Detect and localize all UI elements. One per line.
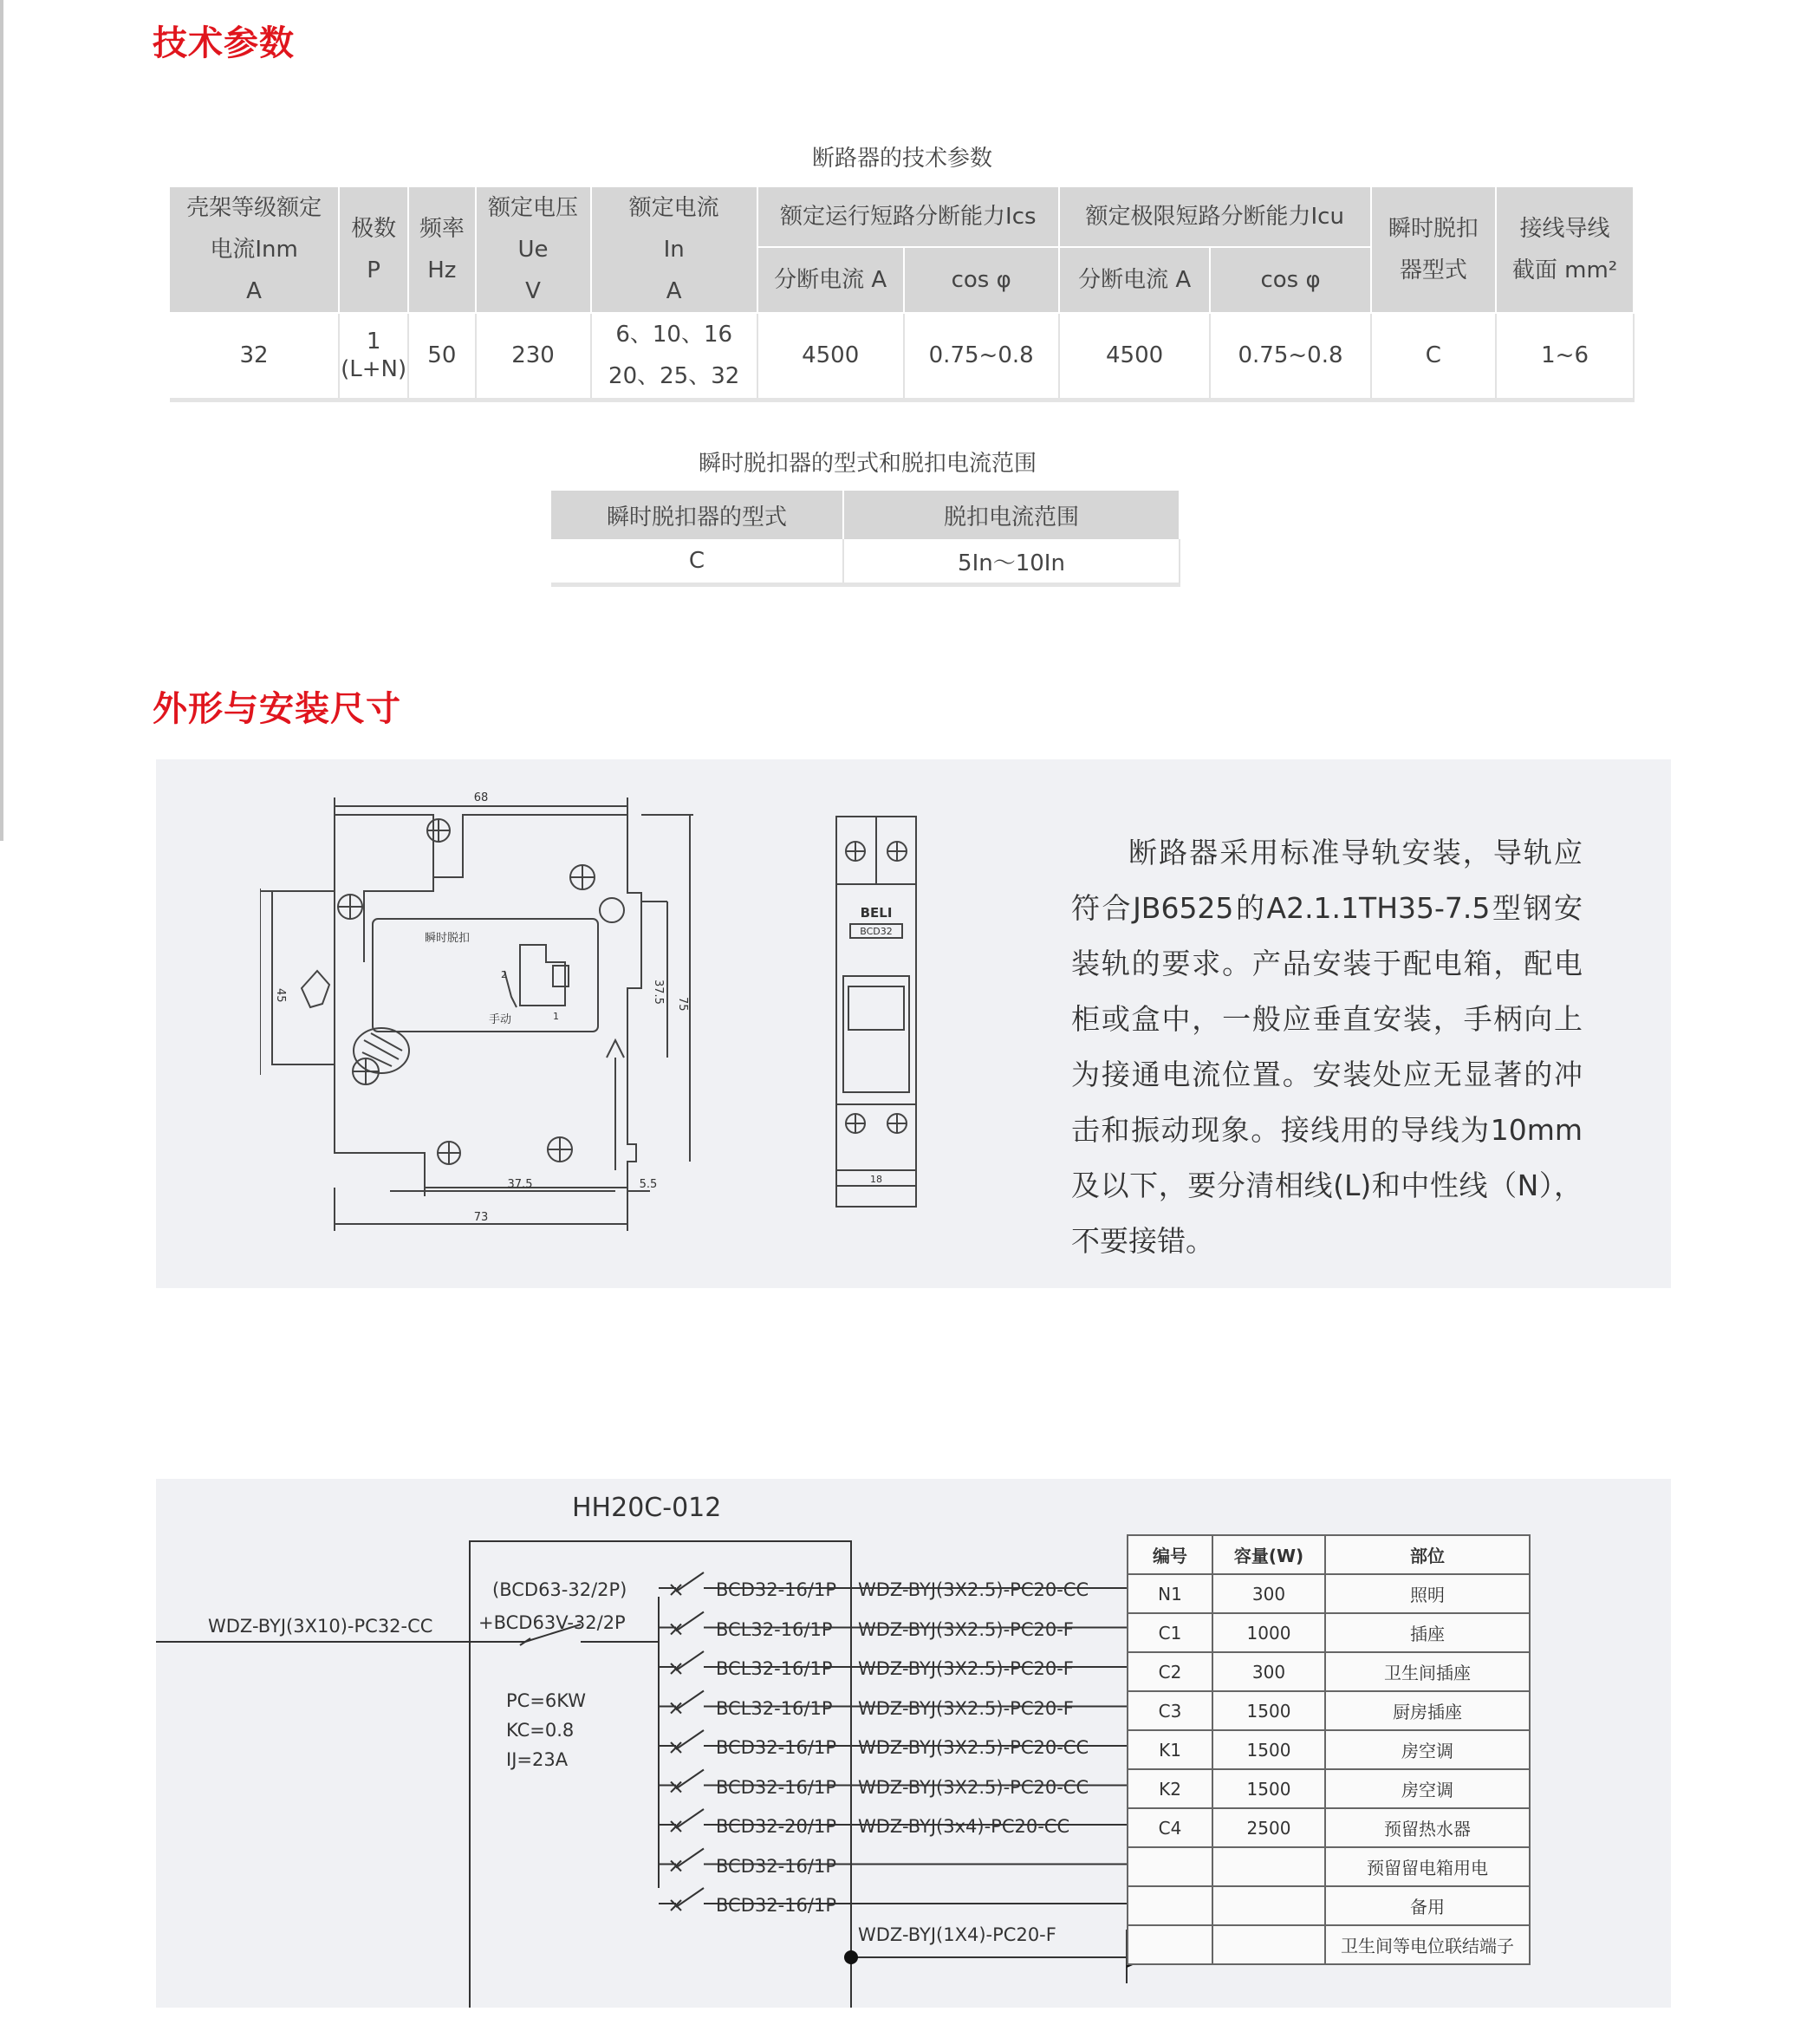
cell-frame-current: 32: [170, 313, 339, 400]
load-cell-location: 卫生间等电位联结端子: [1325, 1925, 1530, 1964]
branch-breaker-label: BCD32-16/1P: [716, 1776, 836, 1798]
branch-switch-stroke: [676, 1770, 704, 1789]
left-edge-rule: [0, 0, 3, 841]
load-cell-id: K2: [1128, 1769, 1212, 1808]
load-cell-id: [1128, 1847, 1212, 1886]
trip-cell-type: C: [551, 539, 843, 585]
load-row: [1128, 1730, 1530, 1769]
front-brand: BELI: [860, 905, 893, 921]
load-cell-location: 卫生间插座: [1325, 1652, 1530, 1691]
branch-breaker-label: BCD32-20/1P: [716, 1816, 836, 1837]
cell-freq: 50: [408, 313, 475, 400]
param-pc: PC=6KW: [506, 1690, 587, 1711]
label-manual: 手动: [489, 1013, 512, 1026]
load-cell-location: 预留热水器: [1325, 1808, 1530, 1847]
hdr-current: 额定电流 In A: [591, 187, 757, 313]
branch-cable-label: WDZ-BYJ(3X2.5)-PC20-CC: [858, 1776, 1089, 1798]
load-cell-capacity: [1212, 1847, 1325, 1886]
load-hdr-location: 部位: [1325, 1535, 1530, 1574]
hdr-icu-cos: cos φ: [1210, 247, 1370, 313]
load-row: [1128, 1808, 1530, 1847]
cell-voltage: 230: [476, 313, 591, 400]
dim-37-5-v: 37.5: [652, 980, 665, 1005]
load-row: [1128, 1769, 1530, 1808]
hdr-icu: 额定极限短路分断能力Icu: [1059, 187, 1371, 247]
front-model: BCD32: [860, 926, 893, 937]
load-cell-id: N1: [1128, 1574, 1212, 1613]
branch-breaker-label: BCL32-16/1P: [716, 1658, 833, 1679]
load-cell-capacity: 1500: [1212, 1691, 1325, 1730]
load-cell-id: C2: [1128, 1652, 1212, 1691]
branch-cable-label: WDZ-BYJ(3X2.5)-PC20-CC: [858, 1737, 1089, 1758]
branch-switch-stroke: [676, 1849, 704, 1868]
load-cell-location: 厨房插座: [1325, 1691, 1530, 1730]
branch-switch-stroke: [676, 1691, 704, 1710]
front-view-drawing: [828, 806, 923, 1214]
load-table: [1127, 1534, 1531, 1965]
load-cell-location: 备用: [1325, 1886, 1530, 1925]
cell-current: 6、10、16 20、25、32: [591, 313, 757, 400]
cell-ics-cos: 0.75~0.8: [904, 313, 1059, 400]
spec-table-caption: 断路器的技术参数: [811, 146, 992, 172]
hdr-poles: 极数 P: [339, 187, 408, 313]
installation-description: 断路器采用标准导轨安装，导轨应符合JB6525的A2.1.1TH35-7.5型钢安装轨的要求。产品安装于配电箱，配电柜或盒中，一般应垂直安装，手柄向上为接通电流位置。安装处应无显著的冲击和振动现象。接线用的导线为10mm 及以下，要分清相线(L)和中性线（N），不要接错。: [1071, 836, 1583, 1258]
load-cell-capacity: 1000: [1212, 1613, 1325, 1652]
branch-cable-label: WDZ-BYJ(3X2.5)-PC20-F: [858, 1697, 1074, 1719]
label-n2: 2: [501, 969, 507, 980]
load-cell-location: 房空调: [1325, 1730, 1530, 1769]
hdr-wire: 接线导线 截面 mm²: [1496, 187, 1634, 313]
label-n1: 1: [553, 1011, 559, 1022]
dim-37-5: 37.5: [507, 1178, 533, 1191]
ground-node: [844, 1950, 858, 1964]
dim-73: 73: [473, 1211, 489, 1224]
section-heading-dimensions: 外形与安装尺寸: [153, 689, 401, 729]
load-cell-id: C3: [1128, 1691, 1212, 1730]
load-cell-id: C4: [1128, 1808, 1212, 1847]
dim-45: 45: [274, 988, 287, 1003]
param-ij: IJ=23A: [506, 1749, 569, 1770]
cell-wire: 1~6: [1496, 313, 1634, 400]
dim-5-5: 5.5: [639, 1178, 658, 1191]
load-cell-id: K1: [1128, 1730, 1212, 1769]
circuit-title: HH20C-012: [572, 1493, 722, 1523]
ground-cable-label: WDZ-BYJ(1X4)-PC20-F: [858, 1924, 1056, 1945]
main-breaker-label-1: (BCD63-32/2P): [492, 1579, 627, 1600]
hdr-icu-current: 分断电流 A: [1059, 247, 1211, 313]
branch-cable-label: WDZ-BYJ(3X2.5)-PC20-F: [858, 1658, 1074, 1679]
branch-breaker-label: BCD32-16/1P: [716, 1895, 836, 1916]
branch-cable-label: WDZ-BYJ(3X2.5)-PC20-CC: [858, 1579, 1089, 1600]
load-hdr-capacity: 容量(W): [1212, 1535, 1325, 1574]
branch-breaker-label: BCD32-16/1P: [716, 1737, 836, 1758]
branch-breaker-label: BCD32-16/1P: [716, 1579, 836, 1600]
branch-switch-stroke: [676, 1730, 704, 1749]
trip-table: [551, 491, 1180, 587]
load-cell-capacity: 1500: [1212, 1730, 1325, 1769]
cell-icu-current: 4500: [1059, 313, 1211, 400]
load-cell-id: [1128, 1925, 1212, 1964]
dim-18: 18: [870, 1174, 882, 1185]
trip-hdr-type: 瞬时脱扣器的型式: [551, 491, 843, 539]
load-row: [1128, 1691, 1530, 1730]
incoming-cable-label: WDZ-BYJ(3X10)-PC32-CC: [208, 1616, 433, 1637]
branch-breaker-label: BCL32-16/1P: [716, 1697, 833, 1719]
main-breaker-label-2: +BCD63V-32/2P: [478, 1612, 626, 1633]
trip-cell-range: 5In～10In: [843, 539, 1180, 585]
section-heading-specs: 技术参数: [153, 23, 295, 63]
side-view-drawing: [260, 780, 711, 1248]
hdr-voltage: 额定电压 Ue V: [476, 187, 591, 313]
load-row: [1128, 1925, 1530, 1964]
load-cell-id: C1: [1128, 1613, 1212, 1652]
load-hdr-id: 编号: [1128, 1535, 1212, 1574]
load-cell-location: 照明: [1325, 1574, 1530, 1613]
branch-cable-label: WDZ-BYJ(3X2.5)-PC20-F: [858, 1618, 1074, 1640]
load-cell-location: 预留留电箱用电: [1325, 1847, 1530, 1886]
branch-switch-stroke: [676, 1888, 704, 1907]
load-cell-capacity: 2500: [1212, 1808, 1325, 1847]
cell-ics-current: 4500: [757, 313, 904, 400]
hdr-ics-cos: cos φ: [904, 247, 1059, 313]
load-cell-capacity: 300: [1212, 1652, 1325, 1691]
cell-poles: 1 (L+N): [339, 313, 408, 400]
hdr-trip-type: 瞬时脱扣 器型式: [1371, 187, 1497, 313]
hdr-ics: 额定运行短路分断能力Ics: [757, 187, 1059, 247]
dim-75: 75: [676, 997, 689, 1012]
dim-68: 68: [473, 791, 489, 804]
load-row: [1128, 1574, 1530, 1613]
hdr-ics-current: 分断电流 A: [757, 247, 904, 313]
param-kc: KC=0.8: [506, 1720, 575, 1741]
label-trip: 瞬时脱扣: [425, 932, 471, 945]
hdr-freq: 频率 Hz: [408, 187, 475, 313]
load-row: [1128, 1613, 1530, 1652]
branch-breaker-label: BCL32-16/1P: [716, 1618, 833, 1640]
load-row: [1128, 1847, 1530, 1886]
cell-icu-cos: 0.75~0.8: [1210, 313, 1370, 400]
load-cell-location: 插座: [1325, 1613, 1530, 1652]
trip-table-caption: 瞬时脱扣器的型式和脱扣电流范围: [698, 451, 1037, 477]
load-cell-id: [1128, 1886, 1212, 1925]
load-cell-capacity: 300: [1212, 1574, 1325, 1613]
branch-cable-label: WDZ-BYJ(3x4)-PC20-CC: [858, 1816, 1070, 1837]
branch-switch-stroke: [676, 1572, 704, 1592]
cell-trip-type: C: [1371, 313, 1497, 400]
load-cell-capacity: [1212, 1886, 1325, 1925]
load-row: [1128, 1886, 1530, 1925]
load-cell-location: 房空调: [1325, 1769, 1530, 1808]
branch-switch-stroke: [676, 1612, 704, 1631]
trip-hdr-range: 脱扣电流范围: [843, 491, 1180, 539]
hdr-frame-current: 壳架等级额定 电流Inm A: [170, 187, 339, 313]
branch-breaker-label: BCD32-16/1P: [716, 1855, 836, 1877]
load-cell-capacity: 1500: [1212, 1769, 1325, 1808]
branch-switch-stroke: [676, 1809, 704, 1828]
load-row: [1128, 1652, 1530, 1691]
load-cell-capacity: [1212, 1925, 1325, 1964]
branch-switch-stroke: [676, 1651, 704, 1670]
spec-table: [170, 187, 1635, 402]
